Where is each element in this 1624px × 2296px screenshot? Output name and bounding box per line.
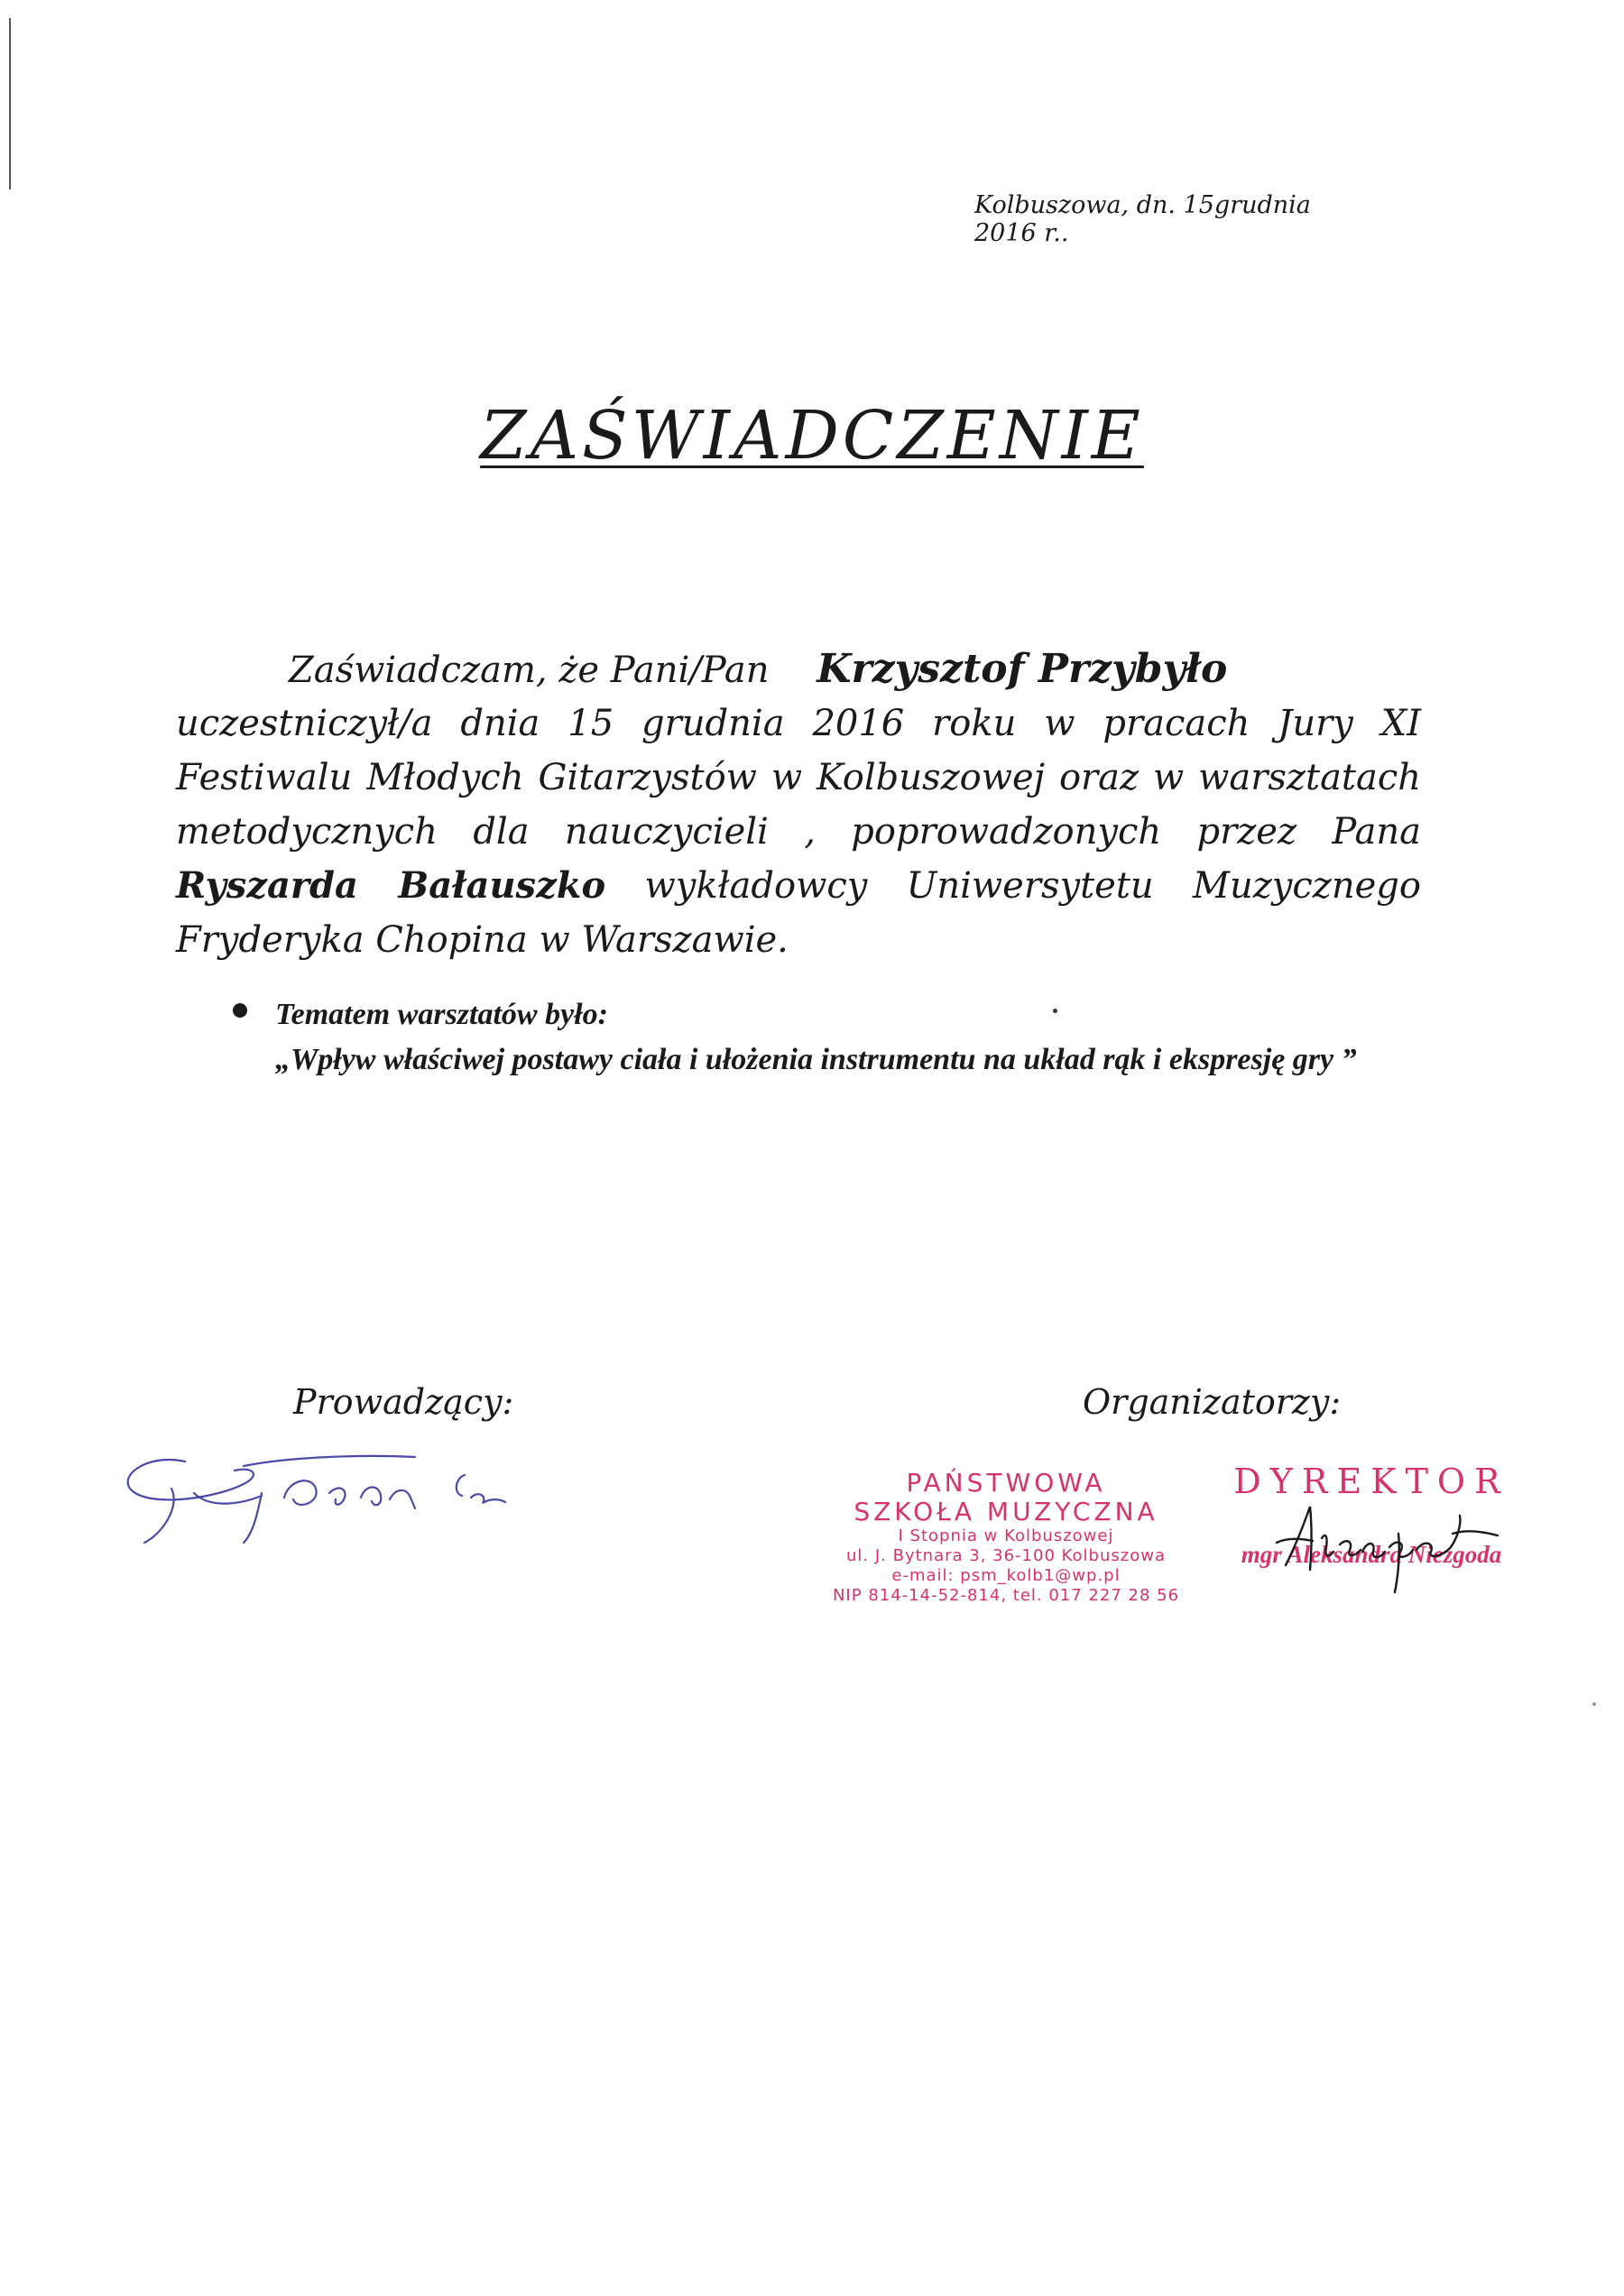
leader-label: Prowadzący:: [293, 1382, 514, 1422]
scan-edge-mark: [9, 18, 11, 189]
director-title: DYREKTOR: [1233, 1462, 1509, 1501]
stamp-school-line1: PAŃSTWOWA: [906, 1468, 1106, 1498]
director-signature: [1272, 1498, 1507, 1597]
workshop-topic: [275, 992, 1439, 1083]
director-name: mgr Aleksandra Niezgoda: [1241, 1541, 1502, 1568]
participant-name: Krzysztof Przybyło: [817, 646, 1228, 692]
leader-signature: [108, 1443, 559, 1552]
scan-speck-lower: [1592, 1702, 1596, 1706]
stamp-school-line2: SZKOŁA MUZYCZNA: [854, 1497, 1158, 1526]
certificate-body-part1: uczestniczył/a dnia 15 grudnia 2016 roku w pracach Jury XI Festiwalu Młodych Gitarzystów w Kolbuszowej oraz w warsztatach metodycznych dla nauczycieli , poprowadzonych przez Pana: [176, 703, 1421, 853]
lecturer-name: Ryszarda Bałauszko: [176, 864, 606, 907]
topic-text: „Wpływ właściwej postawy ciała i ułożenia instrumentu na układ rąk i ekspresję gry ”: [275, 1043, 1357, 1076]
place-date: Kolbuszowa, dn. 15grudnia 2016 r..: [974, 191, 1311, 247]
stamp-school-line6: NIP 814-14-52-814, tel. 017 227 28 56: [832, 1586, 1180, 1605]
stamp-school-line4: ul. J. Bytnara 3, 36-100 Kolbuszowa: [846, 1546, 1166, 1565]
topic-label: Tematem warsztatów było:: [275, 998, 608, 1031]
stamp-school-line5: e-mail: psm_kolb1@wp.pl: [891, 1566, 1121, 1585]
certificate-intro: Zaświadczam, że Pani/Pan: [289, 650, 770, 691]
bullet-icon: [233, 1003, 247, 1018]
certificate-intro-line: [176, 642, 1421, 697]
certificate-body: [176, 696, 1421, 967]
organizers-label: Organizatorzy:: [1083, 1382, 1342, 1422]
certificate-body-part2: wykładowcy Uniwersytetu Muzycznego Fryderyka Chopina w Warszawie.: [176, 865, 1421, 961]
school-stamp: [794, 1469, 1218, 1606]
stamp-school-line3: I Stopnia w Kolbuszowej: [898, 1526, 1114, 1545]
document-title: ZAŚWIADCZENIE: [480, 397, 1144, 475]
